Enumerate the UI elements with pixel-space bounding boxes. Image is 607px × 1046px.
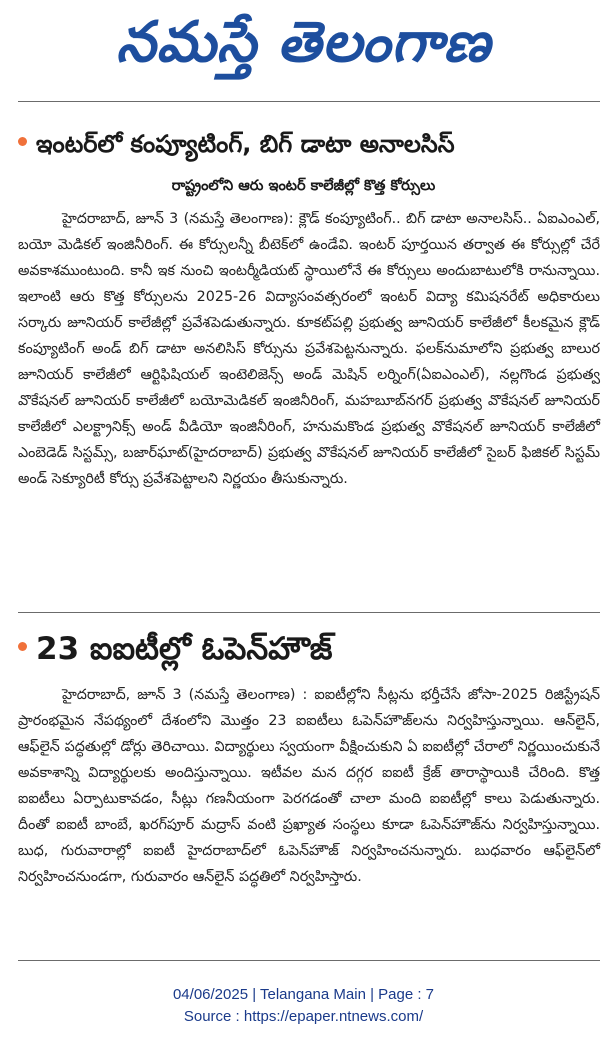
bullet-icon [18, 642, 27, 651]
article1-body: హైదరాబాద్, జూన్ 3 (నమస్తే తెలంగాణ): క్లౌడ్ కంప్యూటింగ్.. బిగ్ డాటా అనాలసిస్.. ఏఐఎంఎల్, బయో మెడికల్ ఇంజినీరింగ్. ఈ కోర్సులన్నీ బీటెక్‌లో ఉండేవి. ఇంటర్ పూర్తయిన తర్వాత ఈ కోర్సుల్లో చేరే అవకాశముంటుంది. కానీ ఇక నుంచి ఇంటర్మీడియట్ స్థాయిలోనే ఈ కోర్సులు అందుబాటులోకి రానున్నాయి. ఇలాంటి ఆరు కొత్త కోర్సులను 2025-26 విద్యాసంవత్సరంలో ఇంటర్ విద్యా కమిషనరేట్ అధికారులు సర్కారు జూనియర్ కాలేజీల్లో ప్రవేశపెడుతున్నారు. కూకట్‌పల్లి ప్రభుత్వ జూనియర్ కాలేజీలో కీలకమైన క్లౌడ్ కంప్యూటింగ్ అండ్ బిగ్ డాటా అనలిసిస్ కోర్సును ప్రవేశపెట్టనున్నారు. ఫలక్‌నుమాలోని ప్రభుత్వ బాలుర జూనియర్ కాలేజీలో ఆర్టిఫిషియల్ ఇంటెలిజెన్స్ అండ్ మెషిన్ లర్నింగ్(ఏఐఎంఎల్), నల్లగొండ ప్రభుత్వ వొకేషనల్ జూనియర్ కాలేజీలో బయోమెడికల్ ఇంజినీరింగ్, మహబూబ్‌నగర్ ప్రభుత్వ వొకేషనల్ జూనియర్ కాలేజీలో ఎలక్ట్రానిక్స్ అండ్ వీడియో ఇంజినీరింగ్, హనుమకొండ ప్రభుత్వ వొకేషనల్ జూనియర్ కాలేజీలో ఎంబెడెడ్ సిస్టమ్స్, బజార్‌ఘాట్(హైదరాబాద్) ప్రభుత్వ వొకేషనల్ జూనియర్ కాలేజీలో సైబర్ ఫిజికల్ సిస్టమ్ అండ్ సెక్యూరిటీ కోర్సు ప్రవేశపెట్టాలని నిర్ణయం తీసుకున్నారు. [18, 211, 600, 487]
article1-headline-row [18, 126, 603, 162]
masthead [0, 0, 607, 100]
article2-body: హైదరాబాద్, జూన్ 3 (నమస్తే తెలంగాణ) : ఐఐటీల్లోని సీట్లను భర్తీచేసే జోసా-2025 రిజిస్ట్రేషన్ ప్రారంభమైన నేపథ్యంలో దేశంలోని మొత్తం 23 ఐఐటీలు ఓపెన్‌హౌజ్‌లను నిర్వహిస్తున్నాయి. ఆన్‌లైన్, ఆఫ్‌లైన్ పద్ధతుల్లో డోర్లు తెరిచాయి. విద్యార్థులు స్వయంగా వీక్షించుకుని ఏ ఐఐటీల్లో చేరాలో నిర్ణయించుకునే అవకాశాన్ని విద్యార్థులకు అందిస్తున్నాయి. ఇటీవల మన దగ్గర ఐఐటీ క్రేజ్ తారాస్థాయికి చేరింది. కొత్త ఐఐటీలు ఏర్పాటుకావడం, సీట్లు గణనీయంగా పెరగడంతో చాలా మంది ఐఐటీల్లో కాలు పెడుతున్నారు. దీంతో ఐఐటీ బాంబే, ఖరగ్‌పూర్ మద్రాస్ వంటి ప్రఖ్యాత సంస్థలు కూడా ఓపెన్‌హౌజ్‌ను నిర్వహిస్తున్నాయి. బుధ, గురువారాల్లో ఐఐటీ హైదరాబాద్‌లో ఓపెన్‌హౌజ్ నిర్వహించనున్నారు. బుధవారం ఆఫ్‌లైన్‌లో నిర్వహించనుండగా, గురువారం ఆన్‌లైన్ పద్ధతిలో నిర్వహిస్తారు. [18, 687, 600, 885]
divider-top [18, 101, 600, 102]
source-link[interactable]: Source : https://epaper.ntnews.com/ [183, 1008, 424, 1025]
article1-subheadline: రాష్ట్రంలోని ఆరు ఇంటర్ కాలేజీల్లో కొత్త కోర్సులు [171, 178, 436, 194]
bullet-icon [18, 137, 27, 146]
divider-bottom [18, 960, 600, 961]
newspaper-logo-title: నమస్తే తెలంగాణ [116, 9, 491, 75]
divider-middle [18, 612, 600, 613]
edition-info: 04/06/2025 | Telangana Main | Page : 7 [172, 986, 435, 1003]
article2-headline-row [18, 626, 603, 672]
article2-headline: 23 ఐఐటీల్లో ఓపెన్‌హౌజ్ [36, 631, 333, 667]
article1-headline: ఇంటర్‌లో కంప్యూటింగ్, బిగ్ డాటా అనాలసిస్ [36, 130, 455, 158]
